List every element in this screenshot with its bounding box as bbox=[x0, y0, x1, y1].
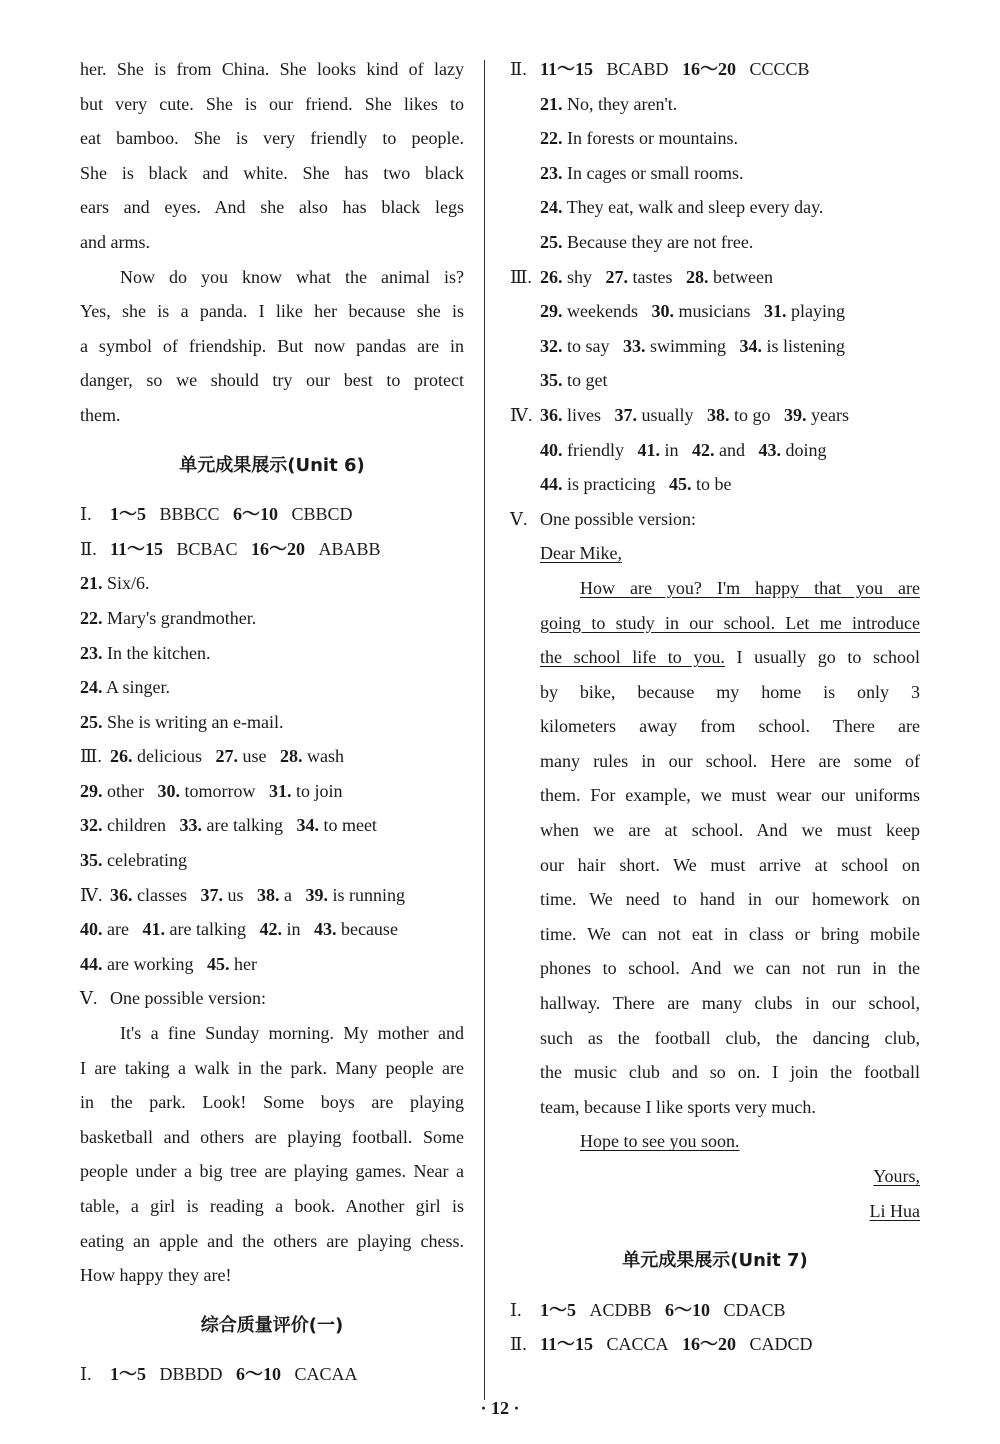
essay-text-line: but very cute. She is our friend. She likes to bbox=[80, 93, 464, 114]
essay-text-line: eat bamboo. She is very friendly to people. bbox=[80, 128, 464, 149]
writing-label-text: One possible version: bbox=[540, 508, 696, 529]
answer-row-III bbox=[510, 363, 920, 398]
model-essay-text-line: How happy they are! bbox=[80, 1265, 232, 1286]
writing-roman: Ⅴ. bbox=[510, 508, 528, 529]
answer-row-IV-answer: a bbox=[284, 884, 292, 905]
item-number: 22. bbox=[540, 128, 563, 149]
answer-row-II-answers1: BCBAC bbox=[176, 538, 238, 559]
letter-line: time. We can not eat in class or bring mobile bbox=[540, 923, 920, 944]
item-number: 24. bbox=[540, 197, 563, 218]
item-number: 21. bbox=[80, 573, 103, 594]
answer-row-II-roman: Ⅱ. bbox=[510, 1334, 527, 1355]
answer-row-III bbox=[510, 294, 920, 329]
model-essay-text-line: I are taking a walk in the park. Many people are bbox=[80, 1057, 464, 1078]
answer-row-IV-number: 39. bbox=[305, 884, 328, 905]
answer-row-III-number: 29. bbox=[540, 301, 563, 322]
item-number: 23. bbox=[80, 642, 103, 663]
letter-line: by bike, because my home is only 3 bbox=[540, 681, 920, 702]
letter-underlined-text: going to study in our school. Let me introduce bbox=[540, 612, 920, 633]
answer-row-I-roman: Ⅰ. bbox=[510, 1299, 522, 1320]
answer-row-III-answer: celebrating bbox=[107, 850, 187, 871]
answer-row-IV-number: 36. bbox=[110, 884, 133, 905]
answer-row-I bbox=[80, 497, 464, 532]
answer-row-I-roman: Ⅰ. bbox=[80, 504, 92, 525]
section-title-eval: 综合质量评价(一) bbox=[200, 1314, 344, 1336]
answer-row-III-number: 26. bbox=[110, 746, 133, 767]
answer-row-IV-number: 37. bbox=[614, 404, 637, 425]
answer-row-III-answer: to join bbox=[295, 780, 343, 801]
item-number: 23. bbox=[540, 162, 563, 183]
answer-row-III-answer: to say bbox=[567, 335, 610, 356]
answer-row-IV-roman: Ⅳ. bbox=[80, 884, 103, 905]
answer-row-IV-answer: is practicing bbox=[567, 474, 656, 495]
model-essay bbox=[80, 1016, 464, 1293]
answer-row-IV bbox=[510, 398, 920, 433]
answer-row-III-number: 33. bbox=[623, 335, 646, 356]
letter-line bbox=[540, 571, 920, 606]
column-divider bbox=[484, 60, 485, 1400]
item-number: 25. bbox=[540, 231, 563, 252]
answer-row-IV-answer: years bbox=[811, 404, 849, 425]
writing-label bbox=[510, 502, 920, 537]
answer-row-III-number: 30. bbox=[651, 301, 674, 322]
answer-row-III-answer: to get bbox=[567, 370, 608, 391]
item-text: In forests or mountains. bbox=[567, 128, 738, 149]
short-answer-item bbox=[80, 601, 464, 636]
answer-row-I-range1: 1～5 bbox=[540, 1299, 576, 1320]
answer-row-III bbox=[80, 843, 464, 878]
item-text: No, they aren't. bbox=[567, 93, 678, 114]
letter-line bbox=[540, 606, 920, 641]
writing-roman: Ⅴ. bbox=[80, 988, 98, 1009]
essay-text-line: her. She is from China. She looks kind of lazy bbox=[80, 59, 464, 79]
letter-closing bbox=[540, 1124, 920, 1159]
answer-row-III-number: 26. bbox=[540, 266, 563, 287]
essay-text-line: danger, so we should try our best to protect bbox=[80, 370, 464, 391]
answer-row-I-answers2: CBBCD bbox=[291, 504, 353, 525]
model-essay-text-line: table, a girl is reading a book. Another girl is bbox=[80, 1196, 464, 1216]
answer-row-III-answer: is listening bbox=[766, 335, 846, 356]
letter-line: them. For example, we must wear our uniforms bbox=[540, 785, 920, 806]
answer-row-III-number: 28. bbox=[280, 746, 303, 767]
answer-row-IV-answer: are bbox=[107, 919, 129, 940]
left-column bbox=[80, 52, 464, 1392]
letter-line: hallway. There are many clubs in our school, bbox=[540, 993, 920, 1014]
answer-row-IV-number: 39. bbox=[784, 404, 807, 425]
answer-row-IV-number: 41. bbox=[142, 919, 165, 940]
answer-row-III-answer: tastes bbox=[632, 266, 673, 287]
short-answer-item bbox=[510, 190, 920, 225]
answer-row-IV-answer: and bbox=[719, 439, 745, 460]
answer-row-I-answers1: ACDBB bbox=[589, 1299, 652, 1320]
answer-row-IV-answer: lives bbox=[567, 404, 601, 425]
letter-greeting bbox=[510, 536, 920, 571]
answer-row-II-answers1: BCABD bbox=[606, 59, 669, 79]
answer-row-IV-answer: to go bbox=[734, 404, 771, 425]
answer-row-I-answers2: CACAA bbox=[294, 1364, 358, 1385]
answer-row-IV-number: 36. bbox=[540, 404, 563, 425]
answer-row-I bbox=[510, 1293, 920, 1328]
answer-row-II bbox=[510, 1327, 920, 1362]
answer-row-IV-answer: to be bbox=[695, 474, 732, 495]
answer-row-III bbox=[510, 329, 920, 364]
answer-row-III-number: 35. bbox=[540, 370, 563, 391]
writing-label bbox=[80, 981, 464, 1016]
right-column bbox=[510, 52, 920, 1362]
answer-row-IV-answer: in bbox=[286, 919, 301, 940]
answer-row-III-number: 33. bbox=[179, 815, 202, 836]
answer-row-III-number: 34. bbox=[296, 815, 319, 836]
answer-row-IV-number: 38. bbox=[257, 884, 280, 905]
answer-row-II-answers2: CCCCB bbox=[749, 59, 810, 79]
answer-row-III-number: 31. bbox=[763, 301, 787, 322]
short-answer-item bbox=[80, 566, 464, 601]
answer-row-I-answers1: BBBCC bbox=[159, 504, 220, 525]
answer-row-IV-answer: friendly bbox=[567, 439, 624, 460]
letter-line: such as the football club, the dancing club, bbox=[540, 1027, 920, 1048]
item-text: A singer. bbox=[106, 677, 171, 698]
answer-row-II-range1: 11～15 bbox=[110, 538, 164, 559]
letter-signoff bbox=[540, 1159, 920, 1194]
answer-row-IV bbox=[510, 467, 920, 502]
answer-row-II-roman: Ⅱ. bbox=[510, 59, 527, 79]
answer-row-III-answer: wash bbox=[307, 746, 344, 767]
answer-row-II-range1: 11～15 bbox=[540, 59, 594, 79]
item-number: 25. bbox=[80, 711, 103, 732]
answer-row-III-number: 35. bbox=[80, 850, 103, 871]
letter-signature-text: Li Hua bbox=[869, 1200, 920, 1221]
answer-row-II bbox=[80, 532, 464, 567]
answer-row-III-number: 31. bbox=[268, 780, 292, 801]
item-text: In the kitchen. bbox=[107, 642, 211, 663]
short-answer-item bbox=[510, 121, 920, 156]
answer-row-II-answers2: ABABB bbox=[318, 538, 381, 559]
answer-row-I-range2: 6～10 bbox=[665, 1299, 711, 1320]
letter-line: our hair short. We must arrive at school on bbox=[540, 854, 920, 875]
answer-row-I-answers2: CDACB bbox=[723, 1299, 786, 1320]
answer-row-IV-number: 44. bbox=[540, 474, 563, 495]
answer-row-IV-number: 44. bbox=[80, 953, 103, 974]
item-number: 24. bbox=[80, 677, 103, 698]
answer-row-IV-number: 41. bbox=[637, 439, 660, 460]
letter-signature bbox=[540, 1194, 920, 1229]
item-text: She is writing an e-mail. bbox=[107, 711, 284, 732]
answer-row-IV-answer: usually bbox=[641, 404, 694, 425]
item-text: In cages or small rooms. bbox=[567, 162, 744, 183]
writing-label-text: One possible version: bbox=[110, 988, 266, 1009]
answer-row-II-range2: 16～20 bbox=[682, 59, 737, 79]
letter-line: the music club and so on. I join the football bbox=[540, 1062, 920, 1083]
answer-row-IV-number: 43. bbox=[758, 439, 781, 460]
answer-row-III-number: 27. bbox=[215, 746, 238, 767]
model-essay-text-line: basketball and others are playing football. Some bbox=[80, 1126, 464, 1147]
answer-row-III bbox=[80, 739, 464, 774]
answer-row-I-answers1: DBBDD bbox=[159, 1364, 223, 1385]
essay-text-line: She is black and white. She has two black bbox=[80, 162, 464, 183]
answer-row-I bbox=[80, 1357, 464, 1392]
letter-text: I usually go to school bbox=[724, 647, 920, 668]
answer-row-I-range2: 6～10 bbox=[236, 1364, 282, 1385]
letter-closing-text: Hope to see you soon. bbox=[580, 1131, 740, 1152]
answer-row-I-roman: Ⅰ. bbox=[80, 1364, 92, 1385]
letter-line bbox=[540, 640, 920, 675]
answer-row-IV-number: 40. bbox=[80, 919, 103, 940]
essay-text-line: ears and eyes. And she also has black legs bbox=[80, 197, 464, 218]
letter-body bbox=[510, 571, 920, 1228]
section-title-unit6: 单元成果展示(Unit 6) bbox=[179, 454, 365, 476]
short-answer-item bbox=[80, 636, 464, 671]
answer-row-IV bbox=[80, 878, 464, 913]
answer-row-IV-number: 37. bbox=[200, 884, 223, 905]
answer-row-IV bbox=[80, 947, 464, 982]
essay-text-line: a symbol of friendship. But now pandas are in bbox=[80, 335, 464, 356]
answer-row-I-range1: 1～5 bbox=[110, 1364, 146, 1385]
answer-row-III-answer: use bbox=[242, 746, 267, 767]
answer-row-III-number: 29. bbox=[80, 780, 103, 801]
answer-row-III-answer: delicious bbox=[137, 746, 202, 767]
model-essay-text-line: It's a fine Sunday morning. My mother and bbox=[120, 1023, 464, 1044]
answer-row-III-answer: children bbox=[107, 815, 166, 836]
essay-paragraph bbox=[80, 52, 464, 260]
answer-row-IV bbox=[80, 912, 464, 947]
answer-row-III bbox=[80, 808, 464, 843]
answer-row-III-answer: between bbox=[713, 266, 773, 287]
answer-row-IV-answer: doing bbox=[785, 439, 827, 460]
essay-paragraph bbox=[80, 260, 464, 433]
answer-row-IV-answer: are talking bbox=[169, 919, 246, 940]
item-text: They eat, walk and sleep every day. bbox=[566, 197, 824, 218]
item-text: Mary's grandmother. bbox=[107, 607, 257, 628]
item-number: 21. bbox=[540, 93, 563, 114]
model-essay-text-line: people under a big tree are playing games. Near a bbox=[80, 1161, 464, 1182]
essay-text-line: Now do you know what the animal is? bbox=[120, 266, 464, 287]
item-text: Six/6. bbox=[107, 573, 150, 594]
answer-row-III bbox=[80, 774, 464, 809]
short-answer-item bbox=[510, 156, 920, 191]
letter-line: kilometers away from school. There are bbox=[540, 716, 920, 737]
answer-row-III-roman: Ⅲ. bbox=[510, 266, 532, 287]
answer-row-IV-number: 43. bbox=[313, 919, 337, 940]
answer-row-III-number: 30. bbox=[157, 780, 180, 801]
answer-row-IV-number: 38. bbox=[707, 404, 730, 425]
answer-row-II-range2: 16～20 bbox=[251, 538, 306, 559]
answer-row-II bbox=[510, 52, 920, 87]
answer-row-IV-roman: Ⅳ. bbox=[510, 404, 533, 425]
answer-row-II-answers1: CACCA bbox=[606, 1334, 669, 1355]
letter-underlined-text: How are you? I'm happy that you are bbox=[580, 577, 920, 598]
answer-row-II-roman: Ⅱ. bbox=[80, 538, 97, 559]
short-answer-item bbox=[510, 87, 920, 122]
model-essay-text-line: eating an apple and the others are playing chess. bbox=[80, 1230, 464, 1251]
answer-row-IV-answer: is running bbox=[332, 884, 406, 905]
answer-row-III-answer: tomorrow bbox=[184, 780, 256, 801]
answer-row-IV-answer: her bbox=[233, 953, 257, 974]
answer-row-III-answer: are talking bbox=[206, 815, 283, 836]
answer-row-III-number: 34. bbox=[739, 335, 763, 356]
section-title-unit7: 单元成果展示(Unit 7) bbox=[622, 1250, 808, 1272]
answer-row-IV-number: 42. bbox=[692, 439, 715, 460]
essay-text-line: Yes, she is a panda. I like her because she is bbox=[80, 301, 464, 322]
answer-row-II-range1: 11～15 bbox=[540, 1334, 594, 1355]
answer-row-III-number: 27. bbox=[605, 266, 629, 287]
answer-row-III-answer: other bbox=[107, 780, 144, 801]
letter-underlined-text: the school life to you. bbox=[540, 647, 725, 668]
answer-row-II-range2: 16～20 bbox=[682, 1334, 737, 1355]
essay-text-line: and arms. bbox=[80, 231, 150, 252]
answer-row-IV-number: 45. bbox=[206, 953, 230, 974]
answer-row-IV-number: 40. bbox=[540, 439, 563, 460]
item-number: 22. bbox=[80, 607, 103, 628]
page-number: · 12 · bbox=[480, 1398, 520, 1418]
answer-row-III-answer: playing bbox=[790, 301, 845, 322]
answer-row-III-answer: shy bbox=[567, 266, 593, 287]
answer-row-I-range1: 1～5 bbox=[110, 504, 146, 525]
letter-line: many rules in our school. Here are some of bbox=[540, 750, 920, 771]
letter-line: time. We need to hand in our homework on bbox=[540, 889, 920, 910]
short-answer-item bbox=[510, 225, 920, 260]
answer-row-III-answer: weekends bbox=[567, 301, 638, 322]
answer-row-III-number: 32. bbox=[80, 815, 103, 836]
answer-row-IV bbox=[510, 433, 920, 468]
answer-row-IV-answer: because bbox=[340, 919, 398, 940]
letter-signoff-text: Yours, bbox=[873, 1166, 920, 1186]
answer-row-II-answers2: CADCD bbox=[749, 1334, 813, 1355]
answer-row-III-answer: swimming bbox=[650, 335, 727, 356]
model-essay-text-line: in the park. Look! Some boys are playing bbox=[80, 1092, 464, 1113]
answer-row-III-number: 28. bbox=[686, 266, 709, 287]
answer-row-III-roman: Ⅲ. bbox=[80, 746, 102, 767]
essay-text-line: them. bbox=[80, 404, 121, 425]
answer-row-III bbox=[510, 260, 920, 295]
answer-row-III-answer: to meet bbox=[323, 815, 377, 836]
answer-row-IV-number: 42. bbox=[259, 919, 282, 940]
letter-line: team, because I like sports very much. bbox=[540, 1096, 816, 1117]
letter-line: when we are at school. And we must keep bbox=[540, 820, 920, 841]
answer-row-IV-number: 45. bbox=[668, 474, 692, 495]
answer-row-IV-answer: us bbox=[227, 884, 244, 905]
item-text: Because they are not free. bbox=[567, 231, 754, 252]
answer-row-IV-answer: classes bbox=[137, 884, 187, 905]
short-answer-item bbox=[80, 705, 464, 740]
short-answers bbox=[80, 566, 464, 739]
answer-row-III-answer: musicians bbox=[678, 301, 751, 322]
answer-row-IV-answer: in bbox=[664, 439, 679, 460]
letter-greeting-text: Dear Mike, bbox=[540, 543, 622, 564]
answer-row-IV-answer: are working bbox=[107, 953, 194, 974]
short-answer-item bbox=[80, 670, 464, 705]
answer-row-III-number: 32. bbox=[540, 335, 563, 356]
letter-line: phones to school. And we can not run in the bbox=[540, 958, 920, 979]
answer-row-I-range2: 6～10 bbox=[233, 504, 279, 525]
